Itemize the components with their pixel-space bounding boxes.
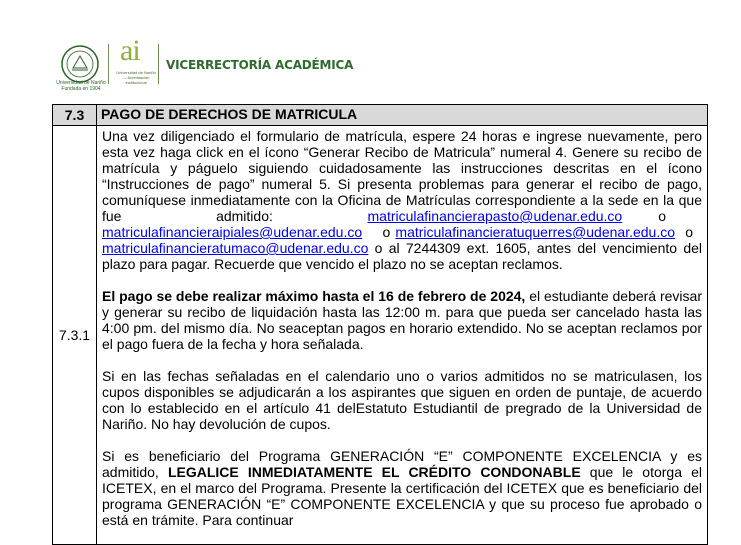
content-table bbox=[52, 104, 708, 545]
section-number: 7.3 bbox=[53, 105, 97, 126]
document-header bbox=[0, 0, 741, 98]
email-link-tumaco[interactable]: matriculafinancieratumaco@udenar.edu.co bbox=[102, 240, 369, 256]
item-content bbox=[97, 126, 708, 545]
email-link-pasto[interactable]: matriculafinancierapasto@udenar.edu.co bbox=[367, 208, 623, 224]
email-link-tuquerres[interactable]: matriculafinancieratuquerres@udenar.edu.co bbox=[395, 224, 676, 240]
paragraph-generacion-e: Si es beneficiario del Programa GENERACIÓN “E” COMPONENTE EXCELENCIA y es admitido, LEGALICE INMEDIATAMENTE EL CRÉDITO CONDONABLE que le otorga el ICETEX, en el marco del Programa. Presente la certificación del ICETEX que es beneficiario del programa GENERACIÓN “E” COMPONENTE EXCELENCIA y que su proceso fue aprobado o está en trámite. Para continuar bbox=[102, 448, 703, 528]
paragraph-unfilled-seats: Si en las fechas señaladas en el calendario uno o varios admitidos no se matriculasen, los cupos disponibles se adjudicarán a los aspirantes que siguen en orden de puntaje, de acuerdo con lo establecido en el artículo 41 delEstatuto Estudiantil de pregrado de la Universidad de Nariño. No hay devolución de cupos. bbox=[102, 368, 702, 432]
university-name: Universidad de Nariño Fundada en 1904 bbox=[56, 80, 106, 92]
section-title: PAGO DE DERECHOS DE MATRICULA bbox=[97, 105, 708, 126]
section-header-row bbox=[53, 105, 708, 126]
paragraph-contact: Una vez diligenciado el formulario de matrícula, espere 24 horas e ingrese nuevamente, pero esta vez haga click en el ícono “Generar Recibo de Matricula” numeral 4. Genere su recibo de matrícula y páguelo siguiendo cuidadosamente las instrucciones descritas en el ícono “Instrucciones de pago” numeral 5. Si presenta problemas para generar el recibo de pago, comuníquese inmediatamente con la Oficina de Matrículas correspondiente a la sede en la que fue admitido: matriculafinancierapasto@udenar.edu.co o matriculafinancieraipiales@udenar.edu.co o matriculafinancieratuquerres@udenar.edu.co o matriculafinancieratumaco@udenar.edu.co o al 7244309 ext. 1605, antes del vencimiento del plazo para pagar. Recuerde que vencido el plazo no se aceptan reclamos. bbox=[102, 128, 702, 272]
accreditation-logo: ai Universidad de Nariño — Acreditación Institucional bbox=[116, 34, 156, 85]
office-title: VICERRECTORÍA ACADÉMICA bbox=[166, 58, 354, 72]
item-number: 7.3.1 bbox=[53, 126, 97, 545]
university-seal-icon bbox=[60, 44, 100, 84]
section-body-row bbox=[53, 126, 708, 545]
header-divider bbox=[108, 44, 109, 84]
paragraph-payment-deadline: El pago se debe realizar máximo hasta el 16 de febrero de 2024, el estudiante deberá revisar y generar su recibo de liquidación hasta las 12:00 m. para que pueda ser cancelado hasta las 4:00 pm. del mismo día. No seaceptan pagos en horario extendido. No se aceptan reclamos por el pago fuera de la fecha y hora señalada. bbox=[102, 288, 702, 352]
email-link-ipiales[interactable]: matriculafinancieraipiales@udenar.edu.co bbox=[102, 224, 363, 240]
header-divider bbox=[158, 44, 159, 84]
